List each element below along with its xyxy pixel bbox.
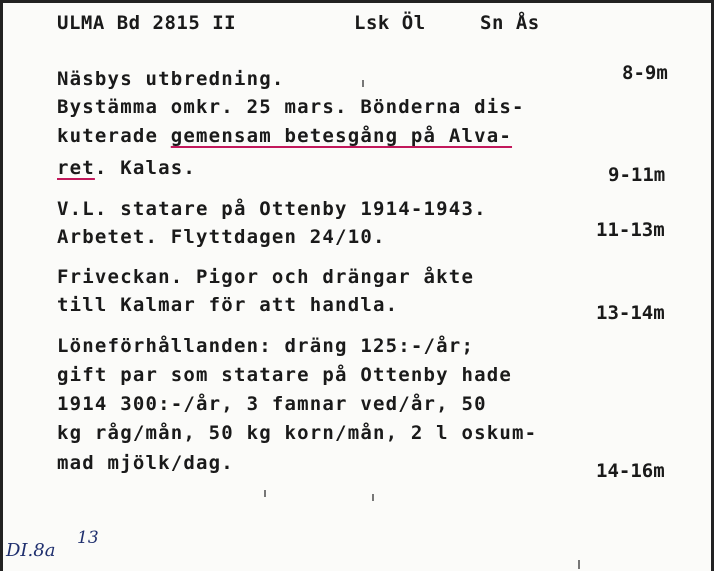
entry-2-line-2-start: kuterade xyxy=(57,125,171,147)
entry-5-pages: 14-16m xyxy=(596,460,665,482)
entry-5-line-2: gift par som statare på Ottenby hade xyxy=(57,364,513,386)
header-parish: Sn Ås xyxy=(480,12,540,34)
entry-5-line-3: 1914 300:-/år, 3 famnar ved/år, 50 xyxy=(57,393,487,415)
entry-4-line-2: till Kalmar för att handla. xyxy=(57,294,399,316)
faint-mark xyxy=(372,494,374,501)
entry-5-line-5: mad mjölk/dag. xyxy=(57,452,234,474)
entry-2-line-2 xyxy=(57,125,512,147)
entry-5-line-4: kg råg/mån, 50 kg korn/mån, 2 l oskum- xyxy=(57,422,538,444)
header-county: Lsk Öl xyxy=(354,12,426,34)
entry-3-line-1: V.L. statare på Ottenby 1914-1943. xyxy=(57,198,487,220)
entry-2-line-3-rest: . Kalas. xyxy=(94,157,197,179)
faint-mark xyxy=(578,560,580,569)
signum-main: DI.8a xyxy=(6,540,56,561)
faint-mark xyxy=(264,490,266,497)
entry-2-line-3 xyxy=(57,157,196,179)
faint-mark xyxy=(362,80,364,87)
entry-3-line-2: Arbetet. Flyttdagen 24/10. xyxy=(57,226,386,248)
entry-5-line-1: Löneförhållanden: dräng 125:-/år; xyxy=(57,335,475,357)
card-border-left xyxy=(0,0,3,571)
entry-2-pages: 9-11m xyxy=(608,164,666,186)
entry-1-line-1: Näsbys utbredning. xyxy=(57,68,285,90)
entry-1-pages: 8-9m xyxy=(622,62,668,84)
entry-3-pages: 11-13m xyxy=(596,219,665,241)
card-border-top xyxy=(0,0,714,3)
underlined-phrase: gemensam betesgång på Alva- xyxy=(170,125,513,147)
handwritten-signum xyxy=(6,528,99,561)
entry-4-line-1: Friveckan. Pigor och drängar åkte xyxy=(57,266,475,288)
signum-number: 13 xyxy=(77,528,99,548)
entry-2-line-1: Bystämma omkr. 25 mars. Bönderna dis- xyxy=(57,96,525,118)
underlined-phrase-end: ret xyxy=(57,157,95,179)
header-archive-ref: ULMA Bd 2815 II xyxy=(57,12,237,34)
entry-4-pages: 13-14m xyxy=(596,302,665,324)
